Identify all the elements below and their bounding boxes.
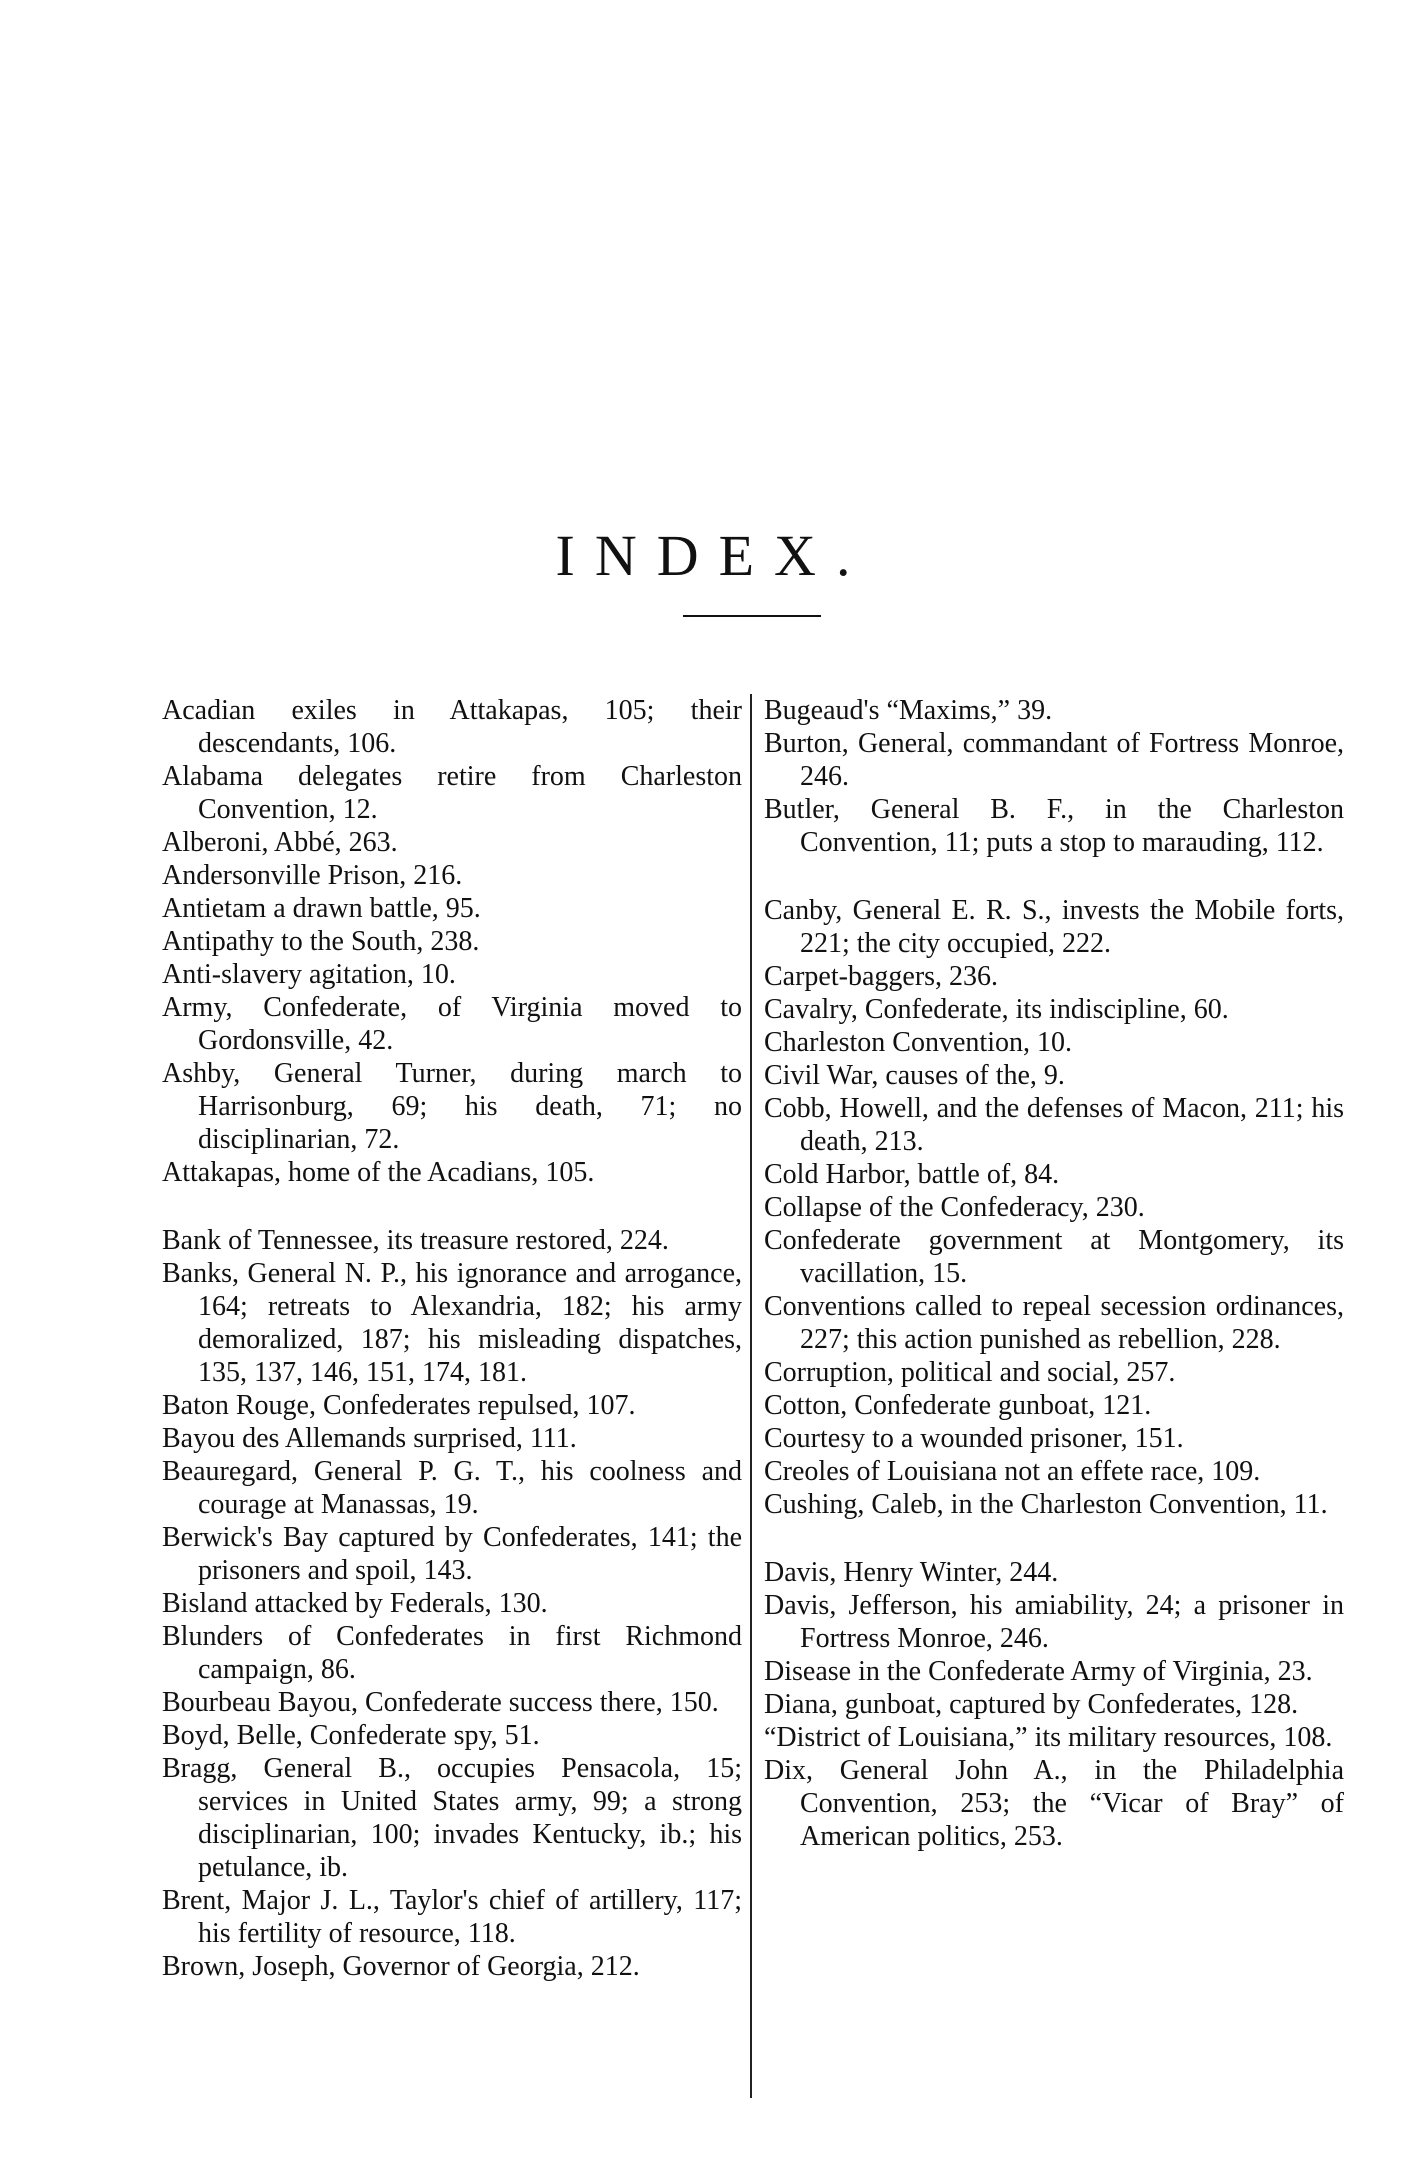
index-entry: Davis, Jefferson, his amiability, 24; a prisoner in Fortress Monroe, 246.	[764, 1590, 1344, 1654]
entry-group-gap	[764, 1521, 1344, 1556]
index-entry: Banks, General N. P., his ignorance and arrogance, 164; retreats to Alexandria, 182; his army demoralized, 187; his misleading dispatches, 135, 137, 146, 151, 174, 181.	[162, 1258, 742, 1388]
entry-group-gap	[162, 1189, 742, 1224]
index-entry: Creoles of Louisiana not an effete race, 109.	[764, 1456, 1261, 1487]
index-entry: Cobb, Howell, and the defenses of Macon, 211; his death, 213.	[764, 1093, 1344, 1157]
index-entry: Charleston Convention, 10.	[764, 1027, 1072, 1058]
index-entry: Ashby, General Turner, during march to Harrisonburg, 69; his death, 71; no disciplinarian, 72.	[162, 1058, 742, 1155]
index-entry: Antietam a drawn battle, 95.	[162, 893, 481, 924]
index-entry: Acadian exiles in Attakapas, 105; their descendants, 106.	[162, 695, 742, 759]
index-entry: Bisland attacked by Federals, 130.	[162, 1588, 548, 1619]
index-entry: Civil War, causes of the, 9.	[764, 1060, 1065, 1091]
index-entry: Butler, General B. F., in the Charleston Convention, 11; puts a stop to marauding, 112.	[764, 794, 1344, 858]
index-entry: Confederate government at Montgomery, its vacillation, 15.	[764, 1225, 1344, 1289]
index-entry: Army, Confederate, of Virginia moved to Gordonsville, 42.	[162, 992, 742, 1056]
index-entry: Andersonville Prison, 216.	[162, 860, 463, 891]
index-entry: Boyd, Belle, Confederate spy, 51.	[162, 1720, 540, 1751]
index-entry: Davis, Henry Winter, 244.	[764, 1557, 1059, 1588]
index-entry: Cold Harbor, battle of, 84.	[764, 1159, 1060, 1190]
page-title: INDEX.	[555, 522, 871, 588]
index-column-right	[764, 694, 1344, 1853]
index-entry: Disease in the Confederate Army of Virginia, 23.	[764, 1656, 1313, 1687]
index-entry: Cushing, Caleb, in the Charleston Convention, 11.	[764, 1489, 1328, 1520]
index-entry: Dix, General John A., in the Philadelphia Convention, 253; the “Vicar of Bray” of American politics, 253.	[764, 1755, 1344, 1852]
index-entry: Alabama delegates retire from Charleston Convention, 12.	[162, 761, 742, 825]
index-entry: Bayou des Allemands surprised, 111.	[162, 1423, 577, 1454]
title-rule	[683, 615, 821, 617]
index-entry: Bugeaud's “Maxims,” 39.	[764, 695, 1053, 726]
index-entry: Cotton, Confederate gunboat, 121.	[764, 1390, 1152, 1421]
index-entry: Brent, Major J. L., Taylor's chief of artillery, 117; his fertility of resource, 118.	[162, 1885, 742, 1949]
index-entry: Burton, General, commandant of Fortress Monroe, 246.	[764, 728, 1344, 792]
index-entry: Alberoni, Abbé, 263.	[162, 827, 398, 858]
index-entry: Canby, General E. R. S., invests the Mobile forts, 221; the city occupied, 222.	[764, 895, 1344, 959]
index-entry: Antipathy to the South, 238.	[162, 926, 480, 957]
index-entry: Bourbeau Bayou, Confederate success there, 150.	[162, 1687, 719, 1718]
index-entry: Courtesy to a wounded prisoner, 151.	[764, 1423, 1184, 1454]
index-entry: Corruption, political and social, 257.	[764, 1357, 1176, 1388]
index-entry: Diana, gunboat, captured by Confederates, 128.	[764, 1689, 1299, 1720]
index-entry: Attakapas, home of the Acadians, 105.	[162, 1157, 595, 1188]
index-entry: Anti-slavery agitation, 10.	[162, 959, 456, 990]
index-entry: “District of Louisiana,” its military resources, 108.	[764, 1722, 1333, 1753]
index-entry: Brown, Joseph, Governor of Georgia, 212.	[162, 1951, 640, 1982]
index-entry: Beauregard, General P. G. T., his coolness and courage at Manassas, 19.	[162, 1456, 742, 1520]
index-entry: Conventions called to repeal secession ordinances, 227; this action punished as rebellion, 228.	[764, 1291, 1344, 1355]
index-entry: Bank of Tennessee, its treasure restored, 224.	[162, 1225, 669, 1256]
entry-group-gap	[764, 859, 1344, 894]
index-entry: Collapse of the Confederacy, 230.	[764, 1192, 1145, 1223]
index-entry: Berwick's Bay captured by Confederates, 141; the prisoners and spoil, 143.	[162, 1522, 742, 1586]
index-entry: Blunders of Confederates in first Richmond campaign, 86.	[162, 1621, 742, 1685]
index-entry: Carpet-baggers, 236.	[764, 961, 999, 992]
index-entry: Cavalry, Confederate, its indiscipline, 60.	[764, 994, 1229, 1025]
index-column-left	[162, 694, 742, 1983]
index-entry: Bragg, General B., occupies Pensacola, 15; services in United States army, 99; a strong disciplinarian, 100; invades Kentucky, ib.; his petulance, ib.	[162, 1753, 742, 1883]
column-divider	[750, 694, 752, 2098]
index-entry: Baton Rouge, Confederates repulsed, 107.	[162, 1390, 636, 1421]
